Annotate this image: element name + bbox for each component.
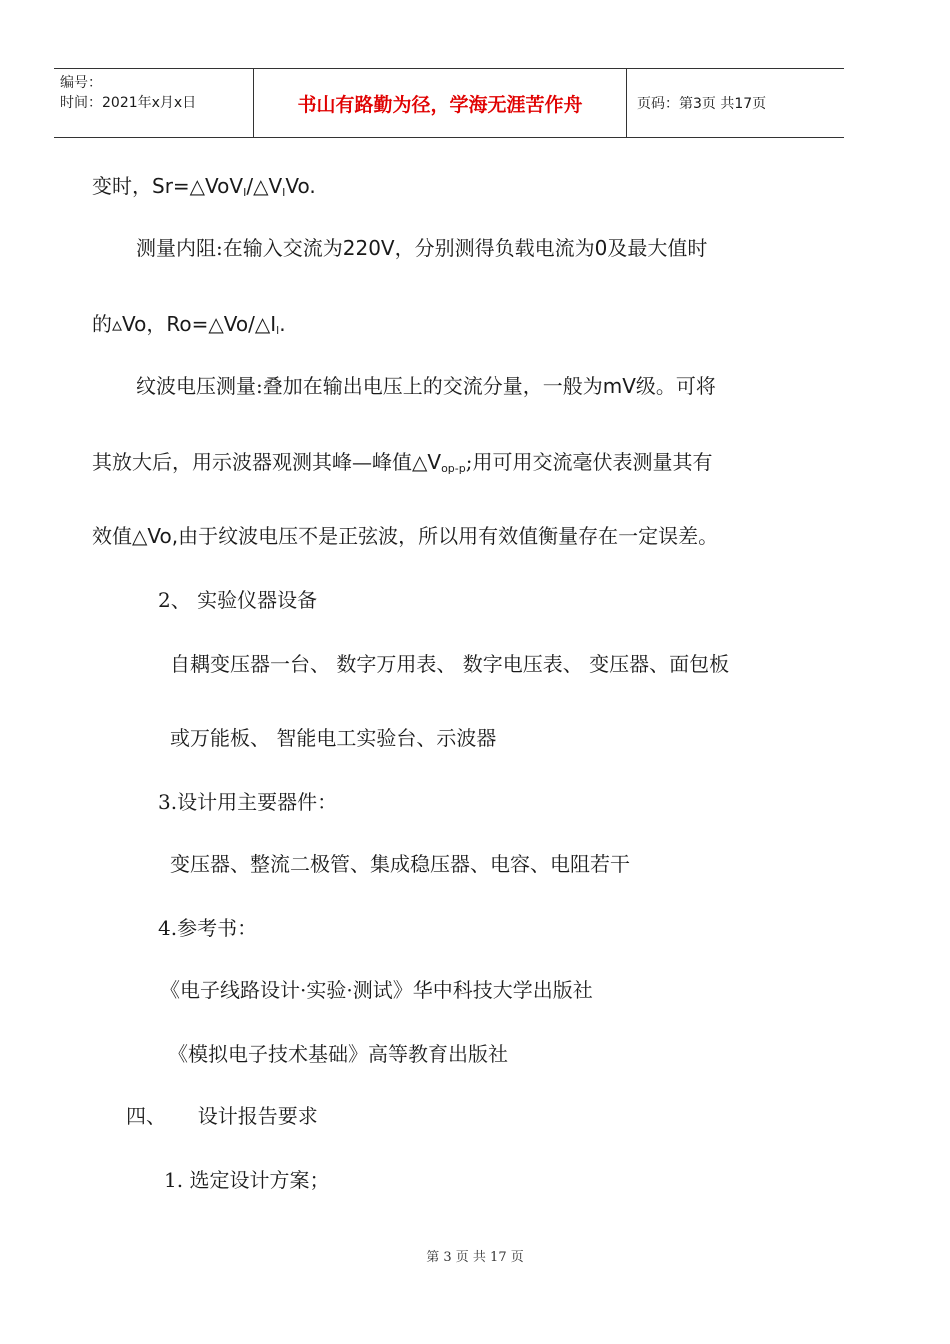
text-line-3: 的▵Vo，$Ro=\triangle Vo/\triangle I_l$. bbox=[92, 312, 286, 337]
number-label: 编号： bbox=[60, 75, 102, 91]
reference-1: 《电子线路设计·实验·测试》华中科技大学出版社 bbox=[160, 978, 593, 1002]
section-instruments-heading: 2、 实验仪器设备 bbox=[158, 588, 318, 612]
page-header bbox=[54, 68, 844, 138]
time-label: 时间：2021年x月x日 bbox=[60, 95, 197, 111]
text-line-1: 变时，$Sr=\triangle VoV_I/\triangle V_IVo$. bbox=[92, 174, 316, 199]
text-line-4: 纹波电压测量:叠加在输出电压上的交流分量，一般为mV级。可将 bbox=[136, 374, 716, 398]
section-references-heading: 4.参考书： bbox=[158, 916, 258, 940]
text-line-6: 效值△Vo,由于纹波电压不是正弦波，所以用有效值衡量存在一定误差。 bbox=[92, 524, 719, 548]
reference-2: 《模拟电子技术基础》高等教育出版社 bbox=[168, 1042, 508, 1066]
header-meta bbox=[54, 69, 254, 137]
components-line: 变压器、整流二极管、集成稳压器、电容、电阻若干 bbox=[170, 852, 630, 876]
header-motto: 书山有路勤为径，学海无涯苦作舟 bbox=[254, 69, 627, 137]
text-line-5: 其放大后，用示波器观测其峰—峰值$\triangle V_{op-p}$;用可用交流毫伏表测量其有 bbox=[92, 450, 713, 475]
instruments-line-2: 或万能板、 智能电工实验台、示波器 bbox=[170, 726, 497, 750]
header-page-label: 页码：第3页 共17页 bbox=[637, 96, 767, 112]
text-line-2: 测量内阻:在输入交流为220V，分别测得负载电流为0及最大值时 bbox=[136, 236, 708, 260]
instruments-line-1: 自耦变压器一台、 数字万用表、 数字电压表、 变压器、面包板 bbox=[170, 652, 730, 676]
report-item-1: 1. 选定设计方案； bbox=[164, 1168, 330, 1192]
page-footer: 第 3 页 共 17 页 bbox=[426, 1250, 524, 1265]
section-components-heading: 3.设计用主要器件： bbox=[158, 790, 338, 814]
section-report-heading: 四、 设计报告要求 bbox=[126, 1104, 318, 1128]
